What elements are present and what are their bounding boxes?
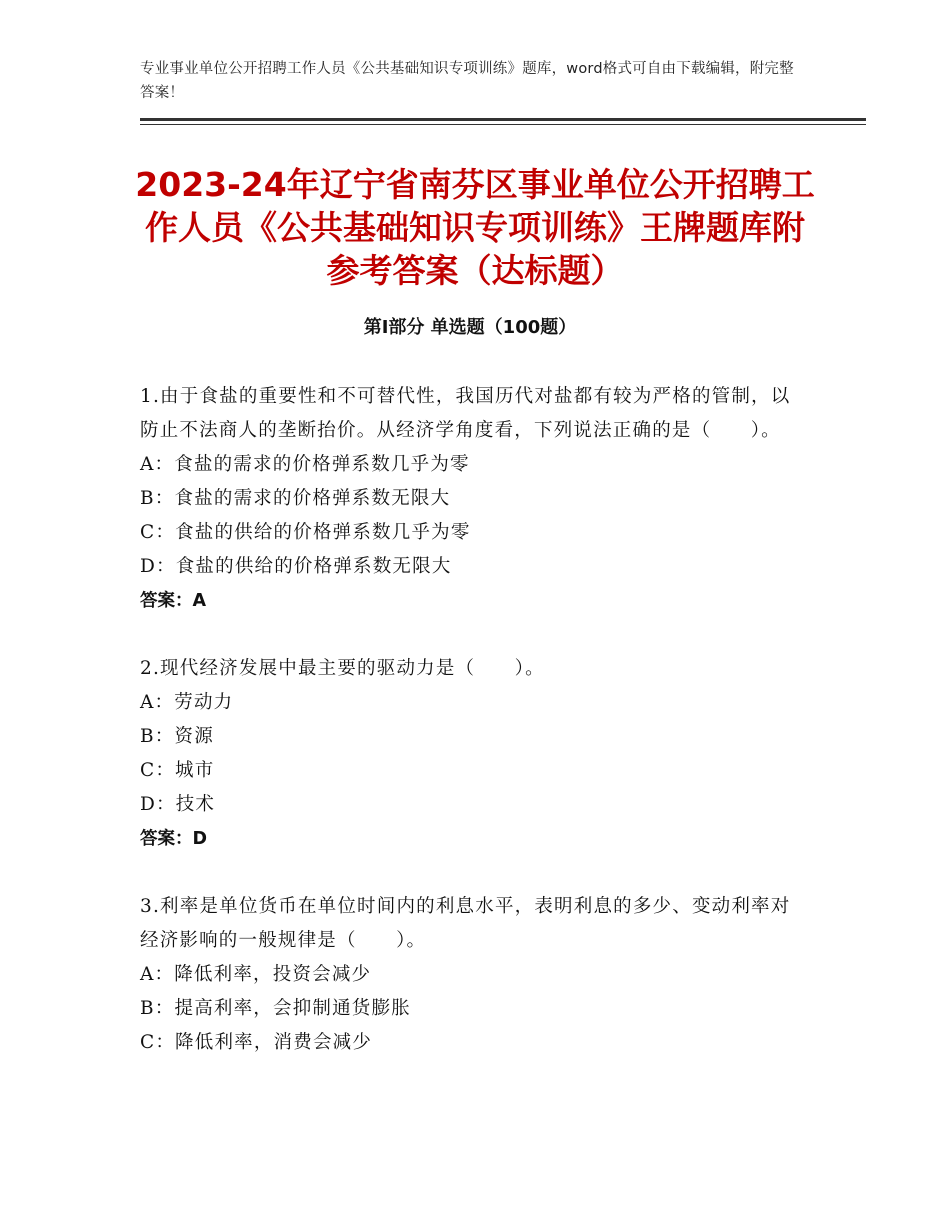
option-b: B：提高利率，会抑制通货膨胀 [140, 998, 411, 1019]
option-d: D：食盐的供给的价格弹系数无限大 [140, 556, 452, 577]
option-c: C：降低利率，消费会减少 [140, 1032, 373, 1053]
answer: 答案：A [140, 591, 207, 611]
question-3 [140, 890, 810, 1060]
question-stem: 2.现代经济发展中最主要的驱动力是（ ）。 [140, 658, 545, 679]
option-c: C：城市 [140, 760, 215, 781]
option-a: A：食盐的需求的价格弹系数几乎为零 [140, 454, 470, 475]
option-a: A：劳动力 [140, 692, 234, 713]
document-title: 2023-24年辽宁省南芬区事业单位公开招聘工作人员《公共基础知识专项训练》王牌题库附参考答案（达标题） [135, 165, 815, 290]
question-1 [140, 380, 810, 618]
option-b: B：食盐的需求的价格弹系数无限大 [140, 488, 451, 509]
question-2 [140, 652, 810, 856]
section-title: 第I部分 单选题（100题） [363, 317, 577, 338]
question-stem: 3.利率是单位货币在单位时间内的利息水平，表明利息的多少、变动利率对经济影响的一般规律是（ ）。 [140, 896, 791, 951]
header-note: 专业事业单位公开招聘工作人员《公共基础知识专项训练》题库，word格式可自由下载编辑，附完整答案！ [140, 61, 794, 101]
question-stem: 1.由于食盐的重要性和不可替代性，我国历代对盐都有较为严格的管制，以防止不法商人的垄断抬价。从经济学角度看，下列说法正确的是（ ）。 [140, 386, 791, 441]
question-list [140, 380, 810, 1094]
header-rule-thin [140, 124, 866, 125]
answer: 答案：D [140, 829, 208, 849]
option-d: D：技术 [140, 794, 216, 815]
header-rule-thick [140, 118, 866, 121]
option-a: A：降低利率，投资会减少 [140, 964, 372, 985]
option-b: B：资源 [140, 726, 214, 747]
option-c: C：食盐的供给的价格弹系数几乎为零 [140, 522, 471, 543]
